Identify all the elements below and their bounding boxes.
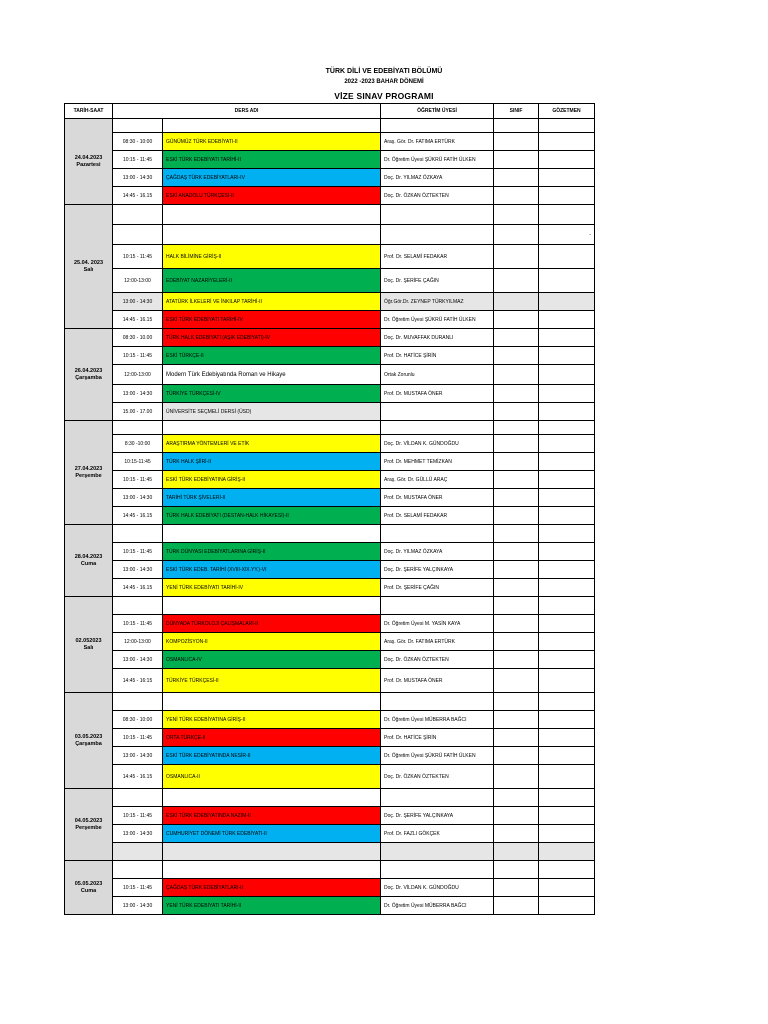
exam-time: 12:00-13:00 — [113, 365, 163, 385]
exam-row — [65, 897, 595, 915]
classroom-cell — [494, 897, 539, 915]
classroom-cell — [494, 507, 539, 525]
proctor-cell — [539, 507, 595, 525]
exam-row — [65, 843, 595, 861]
instructor-name — [381, 421, 494, 435]
exam-row — [65, 269, 595, 293]
classroom-cell — [494, 187, 539, 205]
exam-row — [65, 119, 595, 133]
exam-time: 08:30 - 10:00 — [113, 133, 163, 151]
instructor-name: Dr. Öğretim Üyesi MÜBERRA BAĞCI — [381, 897, 494, 915]
classroom-cell — [494, 119, 539, 133]
exam-time: 14:45 - 16.15 — [113, 579, 163, 597]
exam-time — [113, 693, 163, 711]
course-name — [163, 861, 381, 879]
instructor-name: Araş. Gör. Dr. GÜLLÜ ARAÇ — [381, 471, 494, 489]
instructor-name: Dr. Öğretim Üyesi M. YASİN KAYA — [381, 615, 494, 633]
instructor-name: Araş. Gör. Dr. FATIMA ERTÜRK — [381, 633, 494, 651]
date-cell — [65, 597, 113, 693]
proctor-cell — [539, 669, 595, 693]
date-cell — [65, 119, 113, 205]
classroom-cell — [494, 597, 539, 615]
proctor-cell — [539, 897, 595, 915]
exam-time: 10:15 - 11:45 — [113, 543, 163, 561]
instructor-name: Doç. Dr. VİLDAN K. GÜNDOĞDU — [381, 435, 494, 453]
exam-time — [113, 119, 163, 133]
instructor-name: Doç. Dr. ŞERİFE YALÇINKAYA — [381, 561, 494, 579]
exam-row — [65, 615, 595, 633]
col-header-course: DERS ADI — [113, 104, 381, 119]
instructor-name: Prof. Dr. SELAMİ FEDAKAR — [381, 245, 494, 269]
classroom-cell — [494, 421, 539, 435]
course-name: ÇAĞDAŞ TÜRK EDEBİYATLARI-IV — [163, 169, 381, 187]
instructor-name: Dr. Öğretim Üyesi ŞÜKRÜ FATİH ÜLKEN — [381, 747, 494, 765]
exam-time: 13:00 - 14:30 — [113, 489, 163, 507]
exam-time: 13:00 - 14:30 — [113, 561, 163, 579]
instructor-name: Doç. Dr. ÖZKAN ÖZTEKTEN — [381, 651, 494, 669]
instructor-name — [381, 205, 494, 225]
exam-date: 24.04.2023 — [74, 154, 103, 161]
proctor-cell — [539, 615, 595, 633]
course-name: ESKİ TÜRK EDEB. TARİHİ (XVIII-XIX.YY.)-VI — [163, 561, 381, 579]
exam-row — [65, 187, 595, 205]
exam-time: 13:00 - 14:30 — [113, 825, 163, 843]
exam-weekday: Perşembe — [75, 472, 102, 479]
proctor-cell — [539, 471, 595, 489]
instructor-name: Doç. Dr. ŞERİFE YALÇINKAYA — [381, 807, 494, 825]
exam-row — [65, 861, 595, 879]
instructor-name: Doç. Dr. YILMAZ ÖZKAYA — [381, 543, 494, 561]
proctor-cell — [539, 365, 595, 385]
exam-schedule-table — [64, 103, 594, 915]
instructor-name: Ortak Zorunlu — [381, 365, 494, 385]
exam-time: 08:30 - 10.00 — [113, 329, 163, 347]
course-name: ESKİ ANADOLU TÜRKÇESİ-II — [163, 187, 381, 205]
exam-row — [65, 133, 595, 151]
course-name: EDEBİYAT NAZARİYELERİ-II — [163, 269, 381, 293]
exam-row — [65, 421, 595, 435]
exam-time: 12:00-13:00 — [113, 633, 163, 651]
course-name: GÜNÜMÜZ TÜRK EDEBİYATI-II — [163, 133, 381, 151]
course-name — [163, 597, 381, 615]
exam-time: 10:15 - 11:45 — [113, 615, 163, 633]
col-header-classroom: SINIF — [494, 104, 539, 119]
exam-row — [65, 329, 595, 347]
proctor-cell — [539, 119, 595, 133]
course-name: DÜNYADA TÜRKOLOJİ ÇALIŞMALARI-II — [163, 615, 381, 633]
date-cell — [65, 789, 113, 861]
instructor-name — [381, 843, 494, 861]
instructor-name: Prof. Dr. MUSTAFA ÖNER — [381, 385, 494, 403]
instructor-name: Doç. Dr. YILMAZ ÖZKAYA — [381, 169, 494, 187]
date-cell — [65, 205, 113, 329]
classroom-cell — [494, 403, 539, 421]
course-name: HALK BİLİMİNE GİRİŞ-II — [163, 245, 381, 269]
proctor-cell — [539, 489, 595, 507]
exam-row — [65, 169, 595, 187]
course-name: KOMPOZİSYON-II — [163, 633, 381, 651]
col-header-instructor: ÖĞRETİM ÜYESİ — [381, 104, 494, 119]
classroom-cell — [494, 293, 539, 311]
exam-row — [65, 225, 595, 245]
exam-date: 27.04.2023 — [74, 465, 103, 472]
course-name: TÜRK HALK EDEBİYATI (DESTAN-HALK HİKAYESİ)-II — [163, 507, 381, 525]
date-cell — [65, 329, 113, 421]
exam-time: 14:45 - 16.15 — [113, 765, 163, 789]
course-name: OSMANLICA-IV — [163, 651, 381, 669]
classroom-cell — [494, 651, 539, 669]
course-name: ESKİ TÜRK EDEBİYATI TARİHİ-IV — [163, 311, 381, 329]
exam-weekday: Pazartesi — [76, 161, 101, 168]
exam-time — [113, 225, 163, 245]
instructor-name: Doç. Dr. ÖZKAN ÖZTEKTEN — [381, 765, 494, 789]
date-cell — [65, 421, 113, 525]
instructor-name: Prof. Dr. MUSTAFA ÖNER — [381, 669, 494, 693]
course-name: TÜRKİYE TÜRKÇESİ-II — [163, 669, 381, 693]
classroom-cell — [494, 579, 539, 597]
proctor-cell — [539, 825, 595, 843]
course-name — [163, 421, 381, 435]
exam-row — [65, 633, 595, 651]
instructor-name: Prof. Dr. ŞERİFE ÇAĞIN — [381, 579, 494, 597]
proctor-cell — [539, 861, 595, 879]
classroom-cell — [494, 269, 539, 293]
exam-weekday: Çarşamba — [75, 374, 102, 381]
exam-row — [65, 711, 595, 729]
instructor-name: Prof. Dr. MUSTAFA ÖNER — [381, 489, 494, 507]
course-name: Modern Türk Edebiyatında Roman ve Hikaye — [163, 365, 381, 385]
course-name — [163, 693, 381, 711]
exam-weekday: Salı — [83, 266, 94, 273]
exam-weekday: Çarşamba — [75, 740, 102, 747]
exam-date: 04.05.2023 — [74, 817, 103, 824]
classroom-cell — [494, 133, 539, 151]
exam-time: 08:30 - 10:00 — [113, 711, 163, 729]
date-cell — [65, 861, 113, 915]
exam-time — [113, 421, 163, 435]
exam-time: 13:00 - 14:30 — [113, 747, 163, 765]
instructor-name: Prof. Dr. SELAMİ FEDAKAR — [381, 507, 494, 525]
classroom-cell — [494, 765, 539, 789]
exam-time — [113, 205, 163, 225]
instructor-name: Doç. Dr. ŞERİFE ÇAĞIN — [381, 269, 494, 293]
proctor-cell — [539, 169, 595, 187]
exam-weekday: Salı — [83, 644, 94, 651]
department-title: TÜRK DİLİ VE EDEBİYATI BÖLÜMÜ — [325, 68, 443, 75]
exam-row — [65, 293, 595, 311]
exam-time: 10:15 - 11:45 — [113, 151, 163, 169]
course-name: ORTA TÜRKÇE-II — [163, 729, 381, 747]
exam-time: 15.00 - 17.00 — [113, 403, 163, 421]
exam-row — [65, 579, 595, 597]
classroom-cell — [494, 729, 539, 747]
course-name: TÜRKİYE TÜRKÇESİ-IV — [163, 385, 381, 403]
proctor-cell: - — [539, 225, 595, 245]
exam-row — [65, 747, 595, 765]
instructor-name: Dr. Öğretim Üyesi ŞÜKRÜ FATİH ÜLKEN — [381, 311, 494, 329]
exam-time — [113, 789, 163, 807]
instructor-name — [381, 119, 494, 133]
course-name: ESKİ TÜRK EDEBİYATI TARİHİ-II — [163, 151, 381, 169]
instructor-name: Dr. Öğretim Üyesi ŞÜKRÜ FATİH ÜLKEN — [381, 151, 494, 169]
proctor-cell — [539, 807, 595, 825]
exam-row — [65, 729, 595, 747]
exam-row — [65, 543, 595, 561]
proctor-cell — [539, 421, 595, 435]
exam-time: 10:15 - 11:45 — [113, 347, 163, 365]
instructor-name — [381, 861, 494, 879]
exam-time: 13:00 - 14:30 — [113, 293, 163, 311]
classroom-cell — [494, 435, 539, 453]
instructor-name — [381, 225, 494, 245]
exam-row — [65, 651, 595, 669]
classroom-cell — [494, 747, 539, 765]
exam-date: 28.04.2023 — [74, 553, 103, 560]
classroom-cell — [494, 561, 539, 579]
course-name: TÜRK HALK ŞİİRİ-II — [163, 453, 381, 471]
exam-date: 03.05.2023 — [74, 733, 103, 740]
exam-date: 26.04.2023 — [74, 367, 103, 374]
instructor-name: Öğr.Gör.Dr. ZEYNEP TÜRKYILMAZ — [381, 293, 494, 311]
proctor-cell — [539, 435, 595, 453]
exam-weekday: Perşembe — [75, 824, 102, 831]
header-row — [65, 104, 595, 119]
classroom-cell — [494, 525, 539, 543]
course-name: ATATÜRK İLKELERİ VE İNKILAP TARİHİ-II — [163, 293, 381, 311]
exam-weekday: Cuma — [80, 887, 97, 894]
exam-row — [65, 693, 595, 711]
course-name — [163, 789, 381, 807]
classroom-cell — [494, 329, 539, 347]
col-header-proctor: GÖZETMEN — [539, 104, 595, 119]
exam-time — [113, 861, 163, 879]
date-cell — [65, 525, 113, 597]
course-name: YENİ TÜRK EDEBİYATINA GİRİŞ-II — [163, 711, 381, 729]
classroom-cell — [494, 789, 539, 807]
exam-weekday: Cuma — [80, 560, 97, 567]
classroom-cell — [494, 543, 539, 561]
classroom-cell — [494, 311, 539, 329]
proctor-cell — [539, 843, 595, 861]
instructor-name — [381, 693, 494, 711]
exam-row — [65, 825, 595, 843]
exam-row — [65, 311, 595, 329]
proctor-cell — [539, 543, 595, 561]
classroom-cell — [494, 245, 539, 269]
exam-time: 13:00 - 14:30 — [113, 897, 163, 915]
proctor-cell — [539, 403, 595, 421]
course-name: CUMHURİYET DÖNEMİ TÜRK EDEBİYATI-II — [163, 825, 381, 843]
exam-row — [65, 765, 595, 789]
instructor-name — [381, 403, 494, 421]
exam-row — [65, 561, 595, 579]
exam-row — [65, 789, 595, 807]
course-name: ÇAĞDAŞ TÜRK EDEBİYATLARI-II — [163, 879, 381, 897]
proctor-cell — [539, 453, 595, 471]
proctor-cell — [539, 651, 595, 669]
exam-row — [65, 365, 595, 385]
exam-row — [65, 385, 595, 403]
proctor-cell — [539, 693, 595, 711]
course-name: ÜNİVERSİTE SEÇMELİ DERSİ (ÜSD) — [163, 403, 381, 421]
exam-row — [65, 507, 595, 525]
course-name: ESKİ TÜRKÇE-II — [163, 347, 381, 365]
instructor-name: Doç. Dr. ÖZKAN ÖZTEKTEN — [381, 187, 494, 205]
proctor-cell — [539, 729, 595, 747]
course-name: OSMANLICA-II — [163, 765, 381, 789]
exam-time: 10:15 - 11:45 — [113, 807, 163, 825]
term-subtitle: 2022 -2023 BAHAR DÖNEMİ — [344, 79, 424, 85]
classroom-cell — [494, 169, 539, 187]
course-name — [163, 225, 381, 245]
proctor-cell — [539, 329, 595, 347]
instructor-name: Dr. Öğretim Üyesi MÜBERRA BAĞCI — [381, 711, 494, 729]
classroom-cell — [494, 225, 539, 245]
proctor-cell — [539, 133, 595, 151]
proctor-cell — [539, 347, 595, 365]
exam-time: 14:45 - 16.15 — [113, 187, 163, 205]
instructor-name — [381, 525, 494, 543]
classroom-cell — [494, 843, 539, 861]
course-name — [163, 119, 381, 133]
exam-time — [113, 525, 163, 543]
instructor-name — [381, 789, 494, 807]
classroom-cell — [494, 669, 539, 693]
exam-schedule-title: VİZE SINAV PROGRAMI — [334, 91, 434, 101]
date-cell — [65, 693, 113, 789]
course-name: ESKİ TÜRK EDEBİYATINDA NAZIM-II — [163, 807, 381, 825]
classroom-cell — [494, 489, 539, 507]
proctor-cell — [539, 311, 595, 329]
proctor-cell — [539, 561, 595, 579]
classroom-cell — [494, 615, 539, 633]
proctor-cell — [539, 269, 595, 293]
proctor-cell — [539, 187, 595, 205]
proctor-cell — [539, 245, 595, 269]
col-header-date-time: TARİH-SAAT — [65, 104, 113, 119]
instructor-name: Prof. Dr. HATİCE ŞİRİN — [381, 347, 494, 365]
exam-row — [65, 489, 595, 507]
classroom-cell — [494, 151, 539, 169]
instructor-name: Doç. Dr. VİLDAN K. GÜNDOĞDU — [381, 879, 494, 897]
classroom-cell — [494, 205, 539, 225]
proctor-cell — [539, 597, 595, 615]
proctor-cell — [539, 385, 595, 403]
classroom-cell — [494, 825, 539, 843]
exam-row — [65, 205, 595, 225]
exam-row — [65, 471, 595, 489]
instructor-name: Doç. Dr. MUVAFFAK DURANLI — [381, 329, 494, 347]
exam-row — [65, 453, 595, 471]
course-name: YENİ TÜRK EDEBİYATI TARİHİ-II — [163, 897, 381, 915]
exam-row — [65, 879, 595, 897]
classroom-cell — [494, 385, 539, 403]
exam-date: 02.052023 — [75, 637, 102, 644]
proctor-cell — [539, 205, 595, 225]
schedule-body — [65, 119, 595, 915]
exam-time: 13:00 - 14:30 — [113, 169, 163, 187]
proctor-cell — [539, 879, 595, 897]
classroom-cell — [494, 347, 539, 365]
classroom-cell — [494, 633, 539, 651]
proctor-cell — [539, 525, 595, 543]
instructor-name: Prof. Dr. HATİCE ŞİRİN — [381, 729, 494, 747]
proctor-cell — [539, 711, 595, 729]
proctor-cell — [539, 151, 595, 169]
exam-row — [65, 807, 595, 825]
exam-time: 14:45 - 16:15 — [113, 669, 163, 693]
classroom-cell — [494, 879, 539, 897]
course-name: ARAŞTIRMA YÖNTEMLERİ VE ETİK — [163, 435, 381, 453]
course-name — [163, 525, 381, 543]
course-name: ESKİ TÜRK EDEBİYATINDA NESİR-II — [163, 747, 381, 765]
exam-time: 8:30 -10:00 — [113, 435, 163, 453]
exam-row — [65, 435, 595, 453]
exam-time — [113, 597, 163, 615]
course-name: TÜRK HALK EDEBİYATI (AŞIK EDEBİYATI)-IV — [163, 329, 381, 347]
exam-time: 14:45 - 16.15 — [113, 507, 163, 525]
exam-row — [65, 597, 595, 615]
exam-row — [65, 347, 595, 365]
exam-time: 13:00 - 14:30 — [113, 651, 163, 669]
exam-time: 10:15 - 11:45 — [113, 245, 163, 269]
proctor-cell — [539, 789, 595, 807]
proctor-cell — [539, 579, 595, 597]
course-name — [163, 205, 381, 225]
exam-time: 10:15 - 11:45 — [113, 729, 163, 747]
exam-row — [65, 403, 595, 421]
classroom-cell — [494, 453, 539, 471]
exam-time: 10:15 - 11:45 — [113, 879, 163, 897]
proctor-cell — [539, 765, 595, 789]
classroom-cell — [494, 693, 539, 711]
exam-time: 10:15-11:45 — [113, 453, 163, 471]
exam-time: 14:45 - 16.15 — [113, 311, 163, 329]
classroom-cell — [494, 807, 539, 825]
proctor-cell — [539, 633, 595, 651]
exam-time: 12:00-13:00 — [113, 269, 163, 293]
proctor-cell — [539, 293, 595, 311]
exam-row — [65, 151, 595, 169]
proctor-cell — [539, 747, 595, 765]
exam-date: 25.04. 2023 — [73, 259, 104, 266]
instructor-name: Prof. Dr. FAZLI GÖKÇEK — [381, 825, 494, 843]
classroom-cell — [494, 861, 539, 879]
exam-time — [113, 843, 163, 861]
course-name: TÜRK DÜNYASI EDEBİYATLARINA GİRİŞ-II — [163, 543, 381, 561]
exam-row — [65, 525, 595, 543]
course-name: ESKİ TÜRK EDEBİYATINA GİRİŞ-II — [163, 471, 381, 489]
exam-time: 13:00 - 14:30 — [113, 385, 163, 403]
classroom-cell — [494, 471, 539, 489]
exam-row — [65, 245, 595, 269]
exam-date: 05.05.2023 — [74, 880, 103, 887]
classroom-cell — [494, 711, 539, 729]
instructor-name: Prof. Dr. MEHMET TEMİZKAN — [381, 453, 494, 471]
exam-row — [65, 669, 595, 693]
course-name: YENİ TÜRK EDEBİYATI TARİHİ-IV — [163, 579, 381, 597]
instructor-name — [381, 597, 494, 615]
course-name: TARİHİ TÜRK ŞİVELERİ-II — [163, 489, 381, 507]
instructor-name: Araş. Gör. Dr. FATIMA ERTÜRK — [381, 133, 494, 151]
course-name — [163, 843, 381, 861]
classroom-cell — [494, 365, 539, 385]
exam-time: 10:15 - 11:45 — [113, 471, 163, 489]
